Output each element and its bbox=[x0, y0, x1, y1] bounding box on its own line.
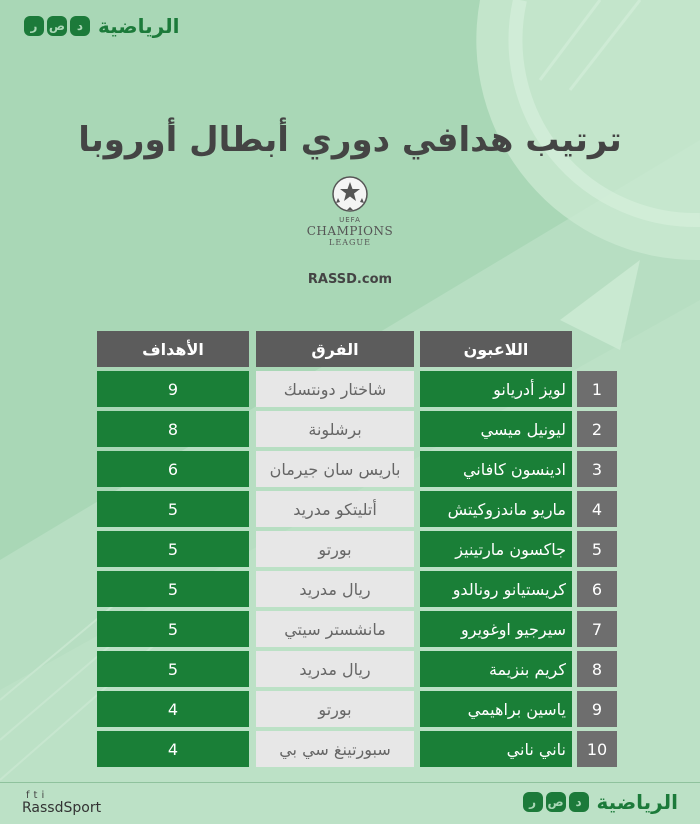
rank-cell: 7 bbox=[577, 611, 617, 647]
rank-cell: 6 bbox=[577, 571, 617, 607]
rank-cell: 5 bbox=[577, 531, 617, 567]
team-cell: مانشستر سيتي bbox=[256, 611, 414, 647]
rank-cell: 4 bbox=[577, 491, 617, 527]
page-title: ترتيب هدافي دوري أبطال أوروبا bbox=[78, 120, 622, 160]
player-cell: ادينسون كافاني bbox=[420, 451, 572, 487]
brand-mark bbox=[523, 792, 589, 812]
team-cell: أتليتكو مدريد bbox=[256, 491, 414, 527]
player-cell: سيرجيو اوغويرو bbox=[420, 611, 572, 647]
team-cell: بورتو bbox=[256, 691, 414, 727]
player-cell: ماريو ماندزوكيتش bbox=[420, 491, 572, 527]
rank-cell: 2 bbox=[577, 411, 617, 447]
goals-cell: 5 bbox=[97, 651, 249, 687]
brand-name: الرياضية bbox=[98, 14, 180, 38]
goals-cell: 4 bbox=[97, 731, 249, 767]
goals-cell: 5 bbox=[97, 571, 249, 607]
goals-cell: 5 bbox=[97, 611, 249, 647]
rank-cell: 8 bbox=[577, 651, 617, 687]
brand-mark-letter: د bbox=[569, 792, 589, 812]
player-cell: جاكسون مارتينيز bbox=[420, 531, 572, 567]
table-row bbox=[0, 371, 700, 407]
goals-cell: 5 bbox=[97, 491, 249, 527]
goals-cell: 9 bbox=[97, 371, 249, 407]
logo-sub-text: UEFA bbox=[339, 216, 361, 224]
brand-mark bbox=[24, 16, 90, 36]
social-handle: RassdSport bbox=[22, 800, 102, 816]
header-goals: الأهداف bbox=[97, 331, 249, 367]
team-cell: باريس سان جيرمان bbox=[256, 451, 414, 487]
brand-mark-letter: ر bbox=[24, 16, 44, 36]
instagram-icon[interactable]: i bbox=[41, 790, 45, 801]
table-row bbox=[0, 411, 700, 447]
logo-league-text: LEAGUE bbox=[329, 238, 371, 247]
brand-mark-letter: ر bbox=[523, 792, 543, 812]
team-cell: سبورتينغ سي بي bbox=[256, 731, 414, 767]
starball-icon bbox=[330, 174, 370, 214]
site-url: RASSD.com bbox=[307, 272, 393, 287]
player-cell: كريم بنزيمة bbox=[420, 651, 572, 687]
goals-cell: 5 bbox=[97, 531, 249, 567]
goals-cell: 4 bbox=[97, 691, 249, 727]
rank-cell: 3 bbox=[577, 451, 617, 487]
team-cell: برشلونة bbox=[256, 411, 414, 447]
player-cell: كريستيانو رونالدو bbox=[420, 571, 572, 607]
table-row bbox=[0, 651, 700, 687]
player-cell: ناني ناني bbox=[420, 731, 572, 767]
rank-cell: 9 bbox=[577, 691, 617, 727]
brand-logo-bottom bbox=[523, 790, 678, 814]
brand-logo-top bbox=[24, 14, 179, 38]
header-players: اللاعبون bbox=[420, 331, 572, 367]
table-row bbox=[0, 531, 700, 567]
goals-cell: 6 bbox=[97, 451, 249, 487]
brand-mark-letter: ص bbox=[546, 792, 566, 812]
facebook-icon[interactable]: f bbox=[26, 790, 30, 801]
brand-mark-letter: ص bbox=[47, 16, 67, 36]
table-row bbox=[0, 491, 700, 527]
table-row bbox=[0, 571, 700, 607]
rank-cell: 10 bbox=[577, 731, 617, 767]
team-cell: شاختار دونتسك bbox=[256, 371, 414, 407]
table-row bbox=[0, 731, 700, 767]
player-cell: لويز أدريانو bbox=[420, 371, 572, 407]
team-cell: بورتو bbox=[256, 531, 414, 567]
team-cell: ريال مدريد bbox=[256, 571, 414, 607]
brand-name: الرياضية bbox=[596, 790, 678, 814]
champions-league-logo bbox=[300, 174, 400, 247]
brand-mark-letter: د bbox=[70, 16, 90, 36]
footer-divider bbox=[0, 782, 700, 783]
goals-cell: 8 bbox=[97, 411, 249, 447]
player-cell: ليونيل ميسي bbox=[420, 411, 572, 447]
table-row bbox=[0, 611, 700, 647]
header-teams: الفرق bbox=[256, 331, 414, 367]
twitter-icon[interactable]: t bbox=[33, 790, 38, 801]
player-cell: ياسين براهيمي bbox=[420, 691, 572, 727]
table-row bbox=[0, 691, 700, 727]
team-cell: ريال مدريد bbox=[256, 651, 414, 687]
rank-cell: 1 bbox=[577, 371, 617, 407]
table-row bbox=[0, 451, 700, 487]
logo-main-text: CHAMPIONS bbox=[306, 224, 394, 238]
